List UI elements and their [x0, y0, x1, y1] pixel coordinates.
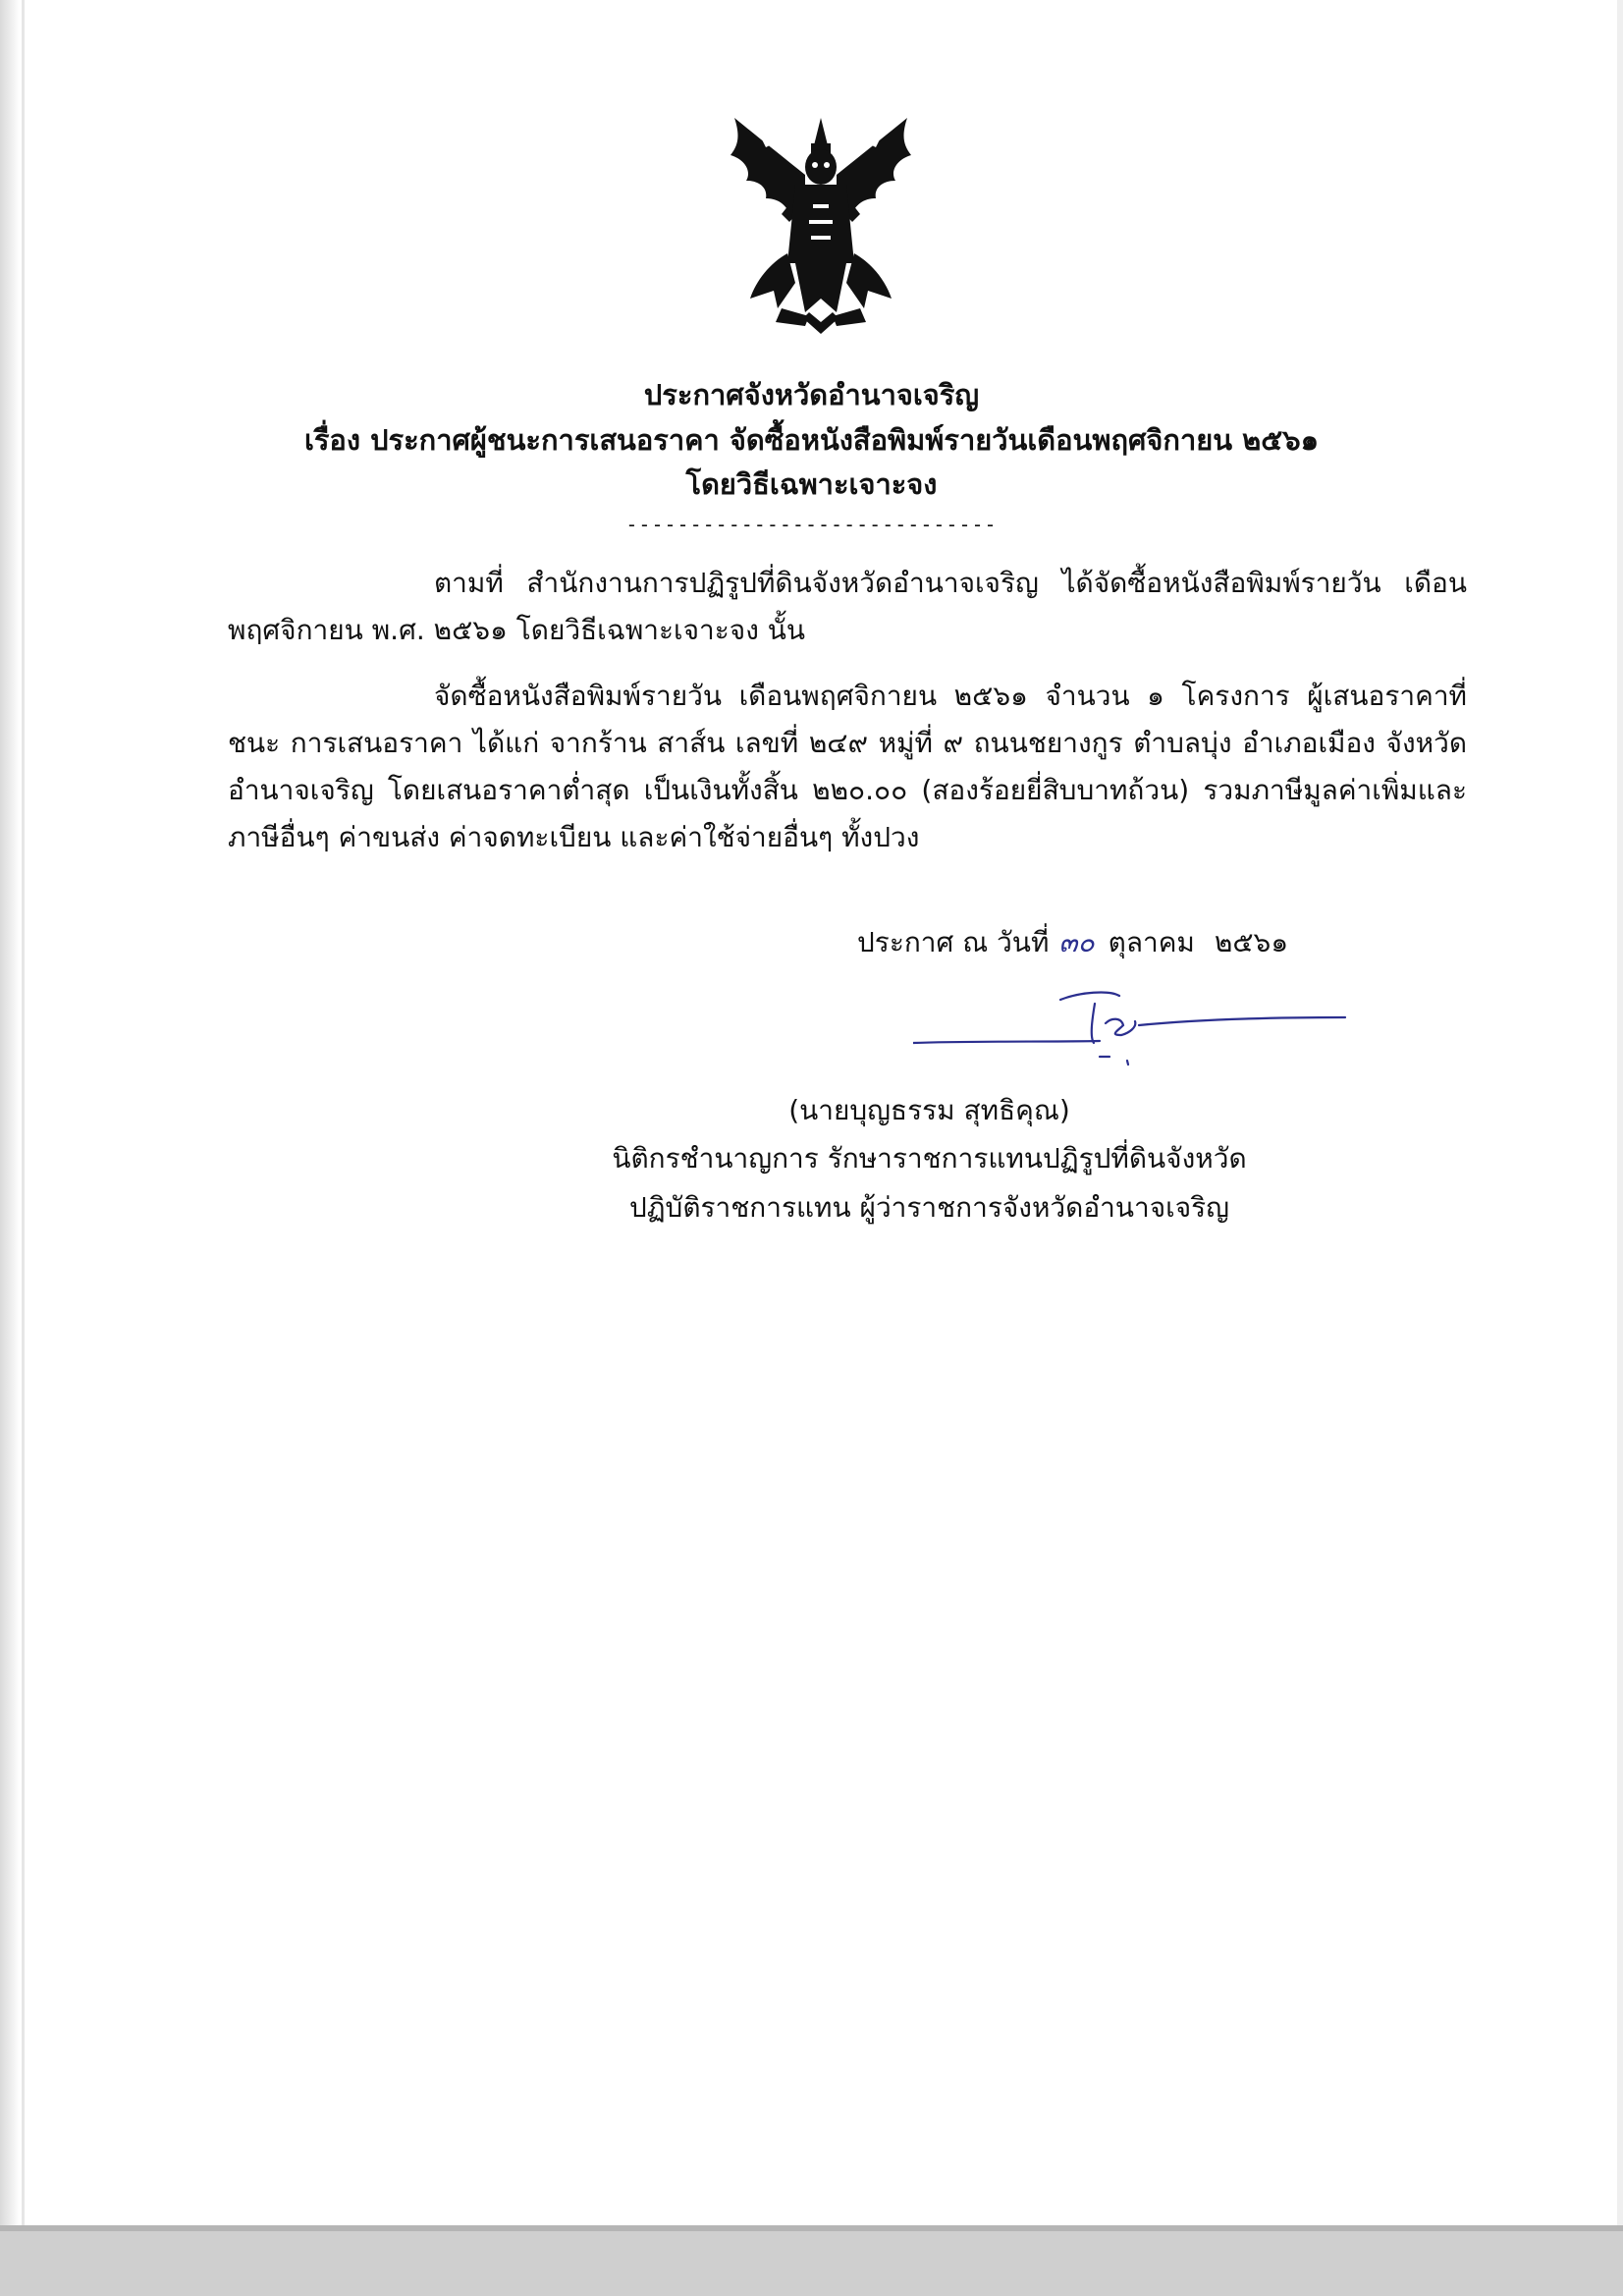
body-paragraph-1: ตามที่ สำนักงานการปฏิรูปที่ดินจังหวัดอำนาจเจริญ ได้จัดซื้อหนังสือพิมพ์รายวัน เดือน พฤศจิกายน พ.ศ. ๒๕๖๑ โดยวิธีเฉพาะเจาะจง นั้น [228, 567, 1467, 646]
body-paragraph-2: จัดซื้อหนังสือพิมพ์รายวัน เดือนพฤศจิกายน ๒๕๖๑ จำนวน ๑ โครงการ ผู้เสนอราคาที่ชนะ การเสนอราคา ได้แก่ จากร้าน สาส์น เลขที่ ๒๔๙ หมู่ที่ ๙ ถนนชยางกูร ตำบลบุ่ง อำเภอเมือง จังหวัด อำนาจเจริญ โดยเสนอราคาต่ำสุด เป็นเงินทั้งสิ้น ๒๒๐.๐๐ (สองร้อยยี่สิบบาทถ้วน) รวมภาษีมูลค่าเพิ่มและ ภาษีอื่นๆ ค่าขนส่ง ค่าจดทะเบียน และค่าใช้จ่ายอื่นๆ ทั้งปวง [228, 680, 1467, 853]
announcement-date [857, 923, 1288, 962]
signer-position-2: ปฏิบัติราชการแทน ผู้ว่าราชการจังหวัดอำนาจเจริญ [628, 1191, 1229, 1224]
announcement-day-handwritten: ๓๐ [1058, 926, 1095, 958]
signer-name: (นายบุญธรรม สุทธิคุณ) [788, 1094, 1070, 1126]
announcement-year: ๒๕๖๑ [1214, 926, 1289, 958]
header-separator: ----------------------------- [625, 513, 998, 536]
header-line-2: เรื่อง ประกาศผู้ชนะการเสนอราคา จัดซื้อหนังสือพิมพ์รายวันเดือนพฤศจิกายน ๒๕๖๑ [303, 423, 1320, 457]
handwritten-signature [913, 982, 1355, 1080]
announcement-prefix: ประกาศ ณ วันที่ [857, 926, 1050, 958]
scan-edge-bottom [0, 2231, 1623, 2296]
header-line-1: ประกาศจังหวัดอำนาจเจริญ [643, 378, 980, 411]
header-line-3: โดยวิธีเฉพาะเจาะจง [685, 467, 938, 501]
garuda-emblem-icon [727, 116, 915, 337]
announcement-month: ตุลาคม [1108, 926, 1195, 958]
signer-position-1: นิติกรชำนาญการ รักษาราชการแทนปฏิรูปที่ดินจังหวัด [612, 1142, 1247, 1175]
